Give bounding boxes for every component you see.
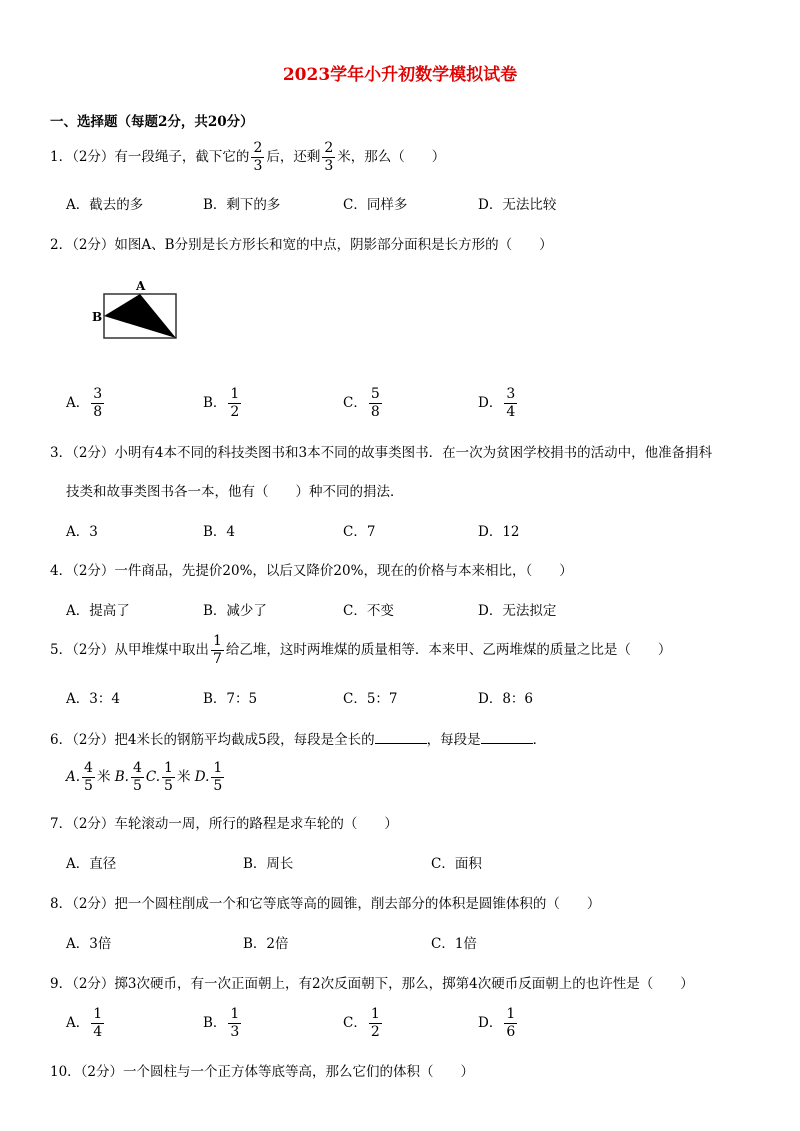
question-9: 9．（2分）掷3次硬币，有一次正面朝上，有2次反面朝下，那么，掷第4次硬币反面朝上的也许性是（ ） [50,976,694,992]
q1-mid: 后，还剩 [266,149,321,165]
option-c[interactable]: C．7 [343,524,376,540]
option-fraction [228,1006,241,1041]
option-a[interactable]: A．3：4 [66,691,120,707]
option-fraction [82,760,95,795]
fraction-denominator: 2 [230,404,240,420]
fraction-denominator: 5 [84,778,93,794]
option-b[interactable]: B．剩下的多 [203,197,281,213]
fraction-denominator: 5 [132,778,142,794]
option-letter: D． [478,395,503,411]
option-a[interactable]: A．截去的多 [66,197,144,213]
option-c[interactable] [343,1006,384,1041]
option-letter: D． [478,1015,503,1031]
option-a[interactable]: A．直径 [66,856,117,872]
q1-prefix: 1．（2分）有一段绳子，截下它的 [50,149,250,165]
option-d[interactable]: D．8：6 [478,691,534,707]
q5-prefix: 5．（2分）从甲堆煤中取出 [50,642,209,658]
question-10: 10．（2分）一个圆柱与一个正方体等底等高，那么它们的体积（ ） [50,1064,475,1080]
rectangle-triangle-figure [90,276,190,350]
option-c[interactable]: C．同样多 [343,197,408,213]
option-c[interactable] [145,760,191,794]
fraction-numerator: 1 [370,1006,380,1022]
fraction-denominator: 6 [506,1024,516,1040]
fraction-numerator: 1 [230,386,240,402]
option-fraction [369,1006,382,1041]
option-letter: C. [145,769,161,785]
option-a[interactable] [66,386,106,421]
shaded-triangle [104,294,176,338]
q6-mid: ，每段是 [426,732,481,748]
fraction-numerator: 1 [212,633,222,649]
fraction-denominator: 5 [213,778,223,794]
fraction-denominator: 3 [230,1024,240,1040]
option-b[interactable] [203,1006,243,1041]
option-fraction [211,760,224,795]
option-fraction [162,760,175,795]
fraction-denominator: 4 [506,404,516,420]
answer-blank-2[interactable] [481,731,533,744]
option-c[interactable] [343,386,384,421]
q6-prefix: 6．（2分）把4米长的钢筋平均截成5段，每段是全长的 [50,732,375,748]
figure-svg [90,276,190,346]
fraction-numerator: 2 [324,140,334,156]
question-7: 7．（2分）车轮滚动一周，所行的路程是求车轮的（ ） [50,816,398,832]
option-c[interactable]: C．1倍 [431,936,477,952]
option-fraction [91,1006,104,1041]
fraction-numerator: 1 [213,760,223,776]
option-letter: A. [66,769,81,785]
option-fraction [228,386,241,421]
option-letter: B. [114,769,129,785]
page-title: 2023学年小升初数学模拟试卷 [282,65,518,85]
option-fraction [131,760,144,795]
option-b[interactable]: B．7：5 [203,691,258,707]
q5-fraction [211,633,224,668]
fraction-denominator: 3 [324,158,334,174]
option-letter: D. [194,769,210,785]
question-5 [50,633,671,668]
option-letter: B． [203,395,227,411]
option-a[interactable] [66,1006,106,1041]
q1-fraction-2 [322,140,335,175]
option-d[interactable]: D．无法拟定 [478,603,557,619]
question-3-line-2: 技类和故事类图书各一本，他有（ ）种不同的捐法． [66,484,404,500]
option-fraction [504,386,517,421]
option-a[interactable]: A．3倍 [66,936,112,952]
option-c[interactable]: C．5：7 [343,691,398,707]
option-d[interactable] [478,1006,519,1041]
option-c[interactable]: C．面积 [431,856,482,872]
fraction-denominator: 8 [93,404,103,420]
option-letter: C． [343,1015,367,1031]
fraction-numerator: 1 [230,1006,240,1022]
option-b[interactable]: B．减少了 [203,603,267,619]
fraction-numerator: 2 [253,140,263,156]
fraction-numerator: 1 [93,1006,103,1022]
fraction-numerator: 3 [506,386,516,402]
option-letter: B． [203,1015,227,1031]
fraction-denominator: 7 [212,651,222,667]
q6-suffix: ． [532,732,547,748]
fraction-denominator: 4 [93,1024,103,1040]
option-fraction [504,1006,517,1041]
fraction-numerator: 1 [164,760,173,776]
q6-options [66,760,226,795]
fraction-numerator: 5 [370,386,380,402]
fraction-denominator: 2 [370,1024,380,1040]
option-d[interactable]: D．无法比较 [478,197,557,213]
fraction-numerator: 3 [93,386,103,402]
option-a[interactable]: A．提高了 [66,603,130,619]
fraction-denominator: 3 [253,158,263,174]
option-b[interactable]: B．2倍 [243,936,289,952]
option-d[interactable] [478,386,519,421]
question-8: 8．（2分）把一个圆柱削成一个和它等底等高的圆锥，削去部分的体积是圆锥体积的（ ） [50,896,601,912]
option-fraction [91,386,104,421]
option-letter: A． [66,1015,90,1031]
fraction-denominator: 8 [370,404,380,420]
question-2: 2．（2分）如图A、B分别是长方形长和宽的中点，阴影部分面积是长方形的（ ） [50,237,553,253]
fraction-denominator: 5 [164,778,173,794]
section-heading: 一、选择题（每题2分，共20分） [50,114,254,130]
label-b: B [92,310,103,324]
fraction-numerator: 4 [84,760,93,776]
unit-label: 米 [96,769,111,785]
fraction-numerator: 4 [132,760,142,776]
q5-suffix: 给乙堆，这时两堆煤的质量相等．本来甲、乙两堆煤的质量之比是（ ） [225,642,672,658]
option-fraction [369,386,382,421]
option-d[interactable]: D．12 [478,524,520,540]
question-6 [50,728,546,748]
option-a[interactable] [66,760,111,794]
question-4: 4．（2分）一件商品，先提价20%，以后又降价20%，现在的价格与本来相比，（ ） [50,563,573,579]
option-d[interactable] [194,760,227,794]
label-a: A [136,279,146,293]
option-letter: C． [343,395,367,411]
fraction-numerator: 1 [506,1006,516,1022]
option-b[interactable] [114,760,146,794]
option-letter: A． [66,395,90,411]
unit-label: 米 [176,769,191,785]
question-3-line-1: 3．（2分）小明有4本不同的科技类图书和3本不同的故事类图书．在一次为贫困学校捐书的活动中，他准备捐科 [50,445,713,461]
answer-blank-1[interactable] [375,731,427,744]
q1-fraction-1 [251,140,264,175]
option-b[interactable] [203,386,243,421]
option-b[interactable]: B．4 [203,524,236,540]
option-a[interactable]: A．3 [66,524,98,540]
q1-suffix: 米，那么（ ） [337,149,446,165]
option-c[interactable]: C．不变 [343,603,394,619]
option-b[interactable]: B．周长 [243,856,294,872]
question-1 [50,140,445,175]
